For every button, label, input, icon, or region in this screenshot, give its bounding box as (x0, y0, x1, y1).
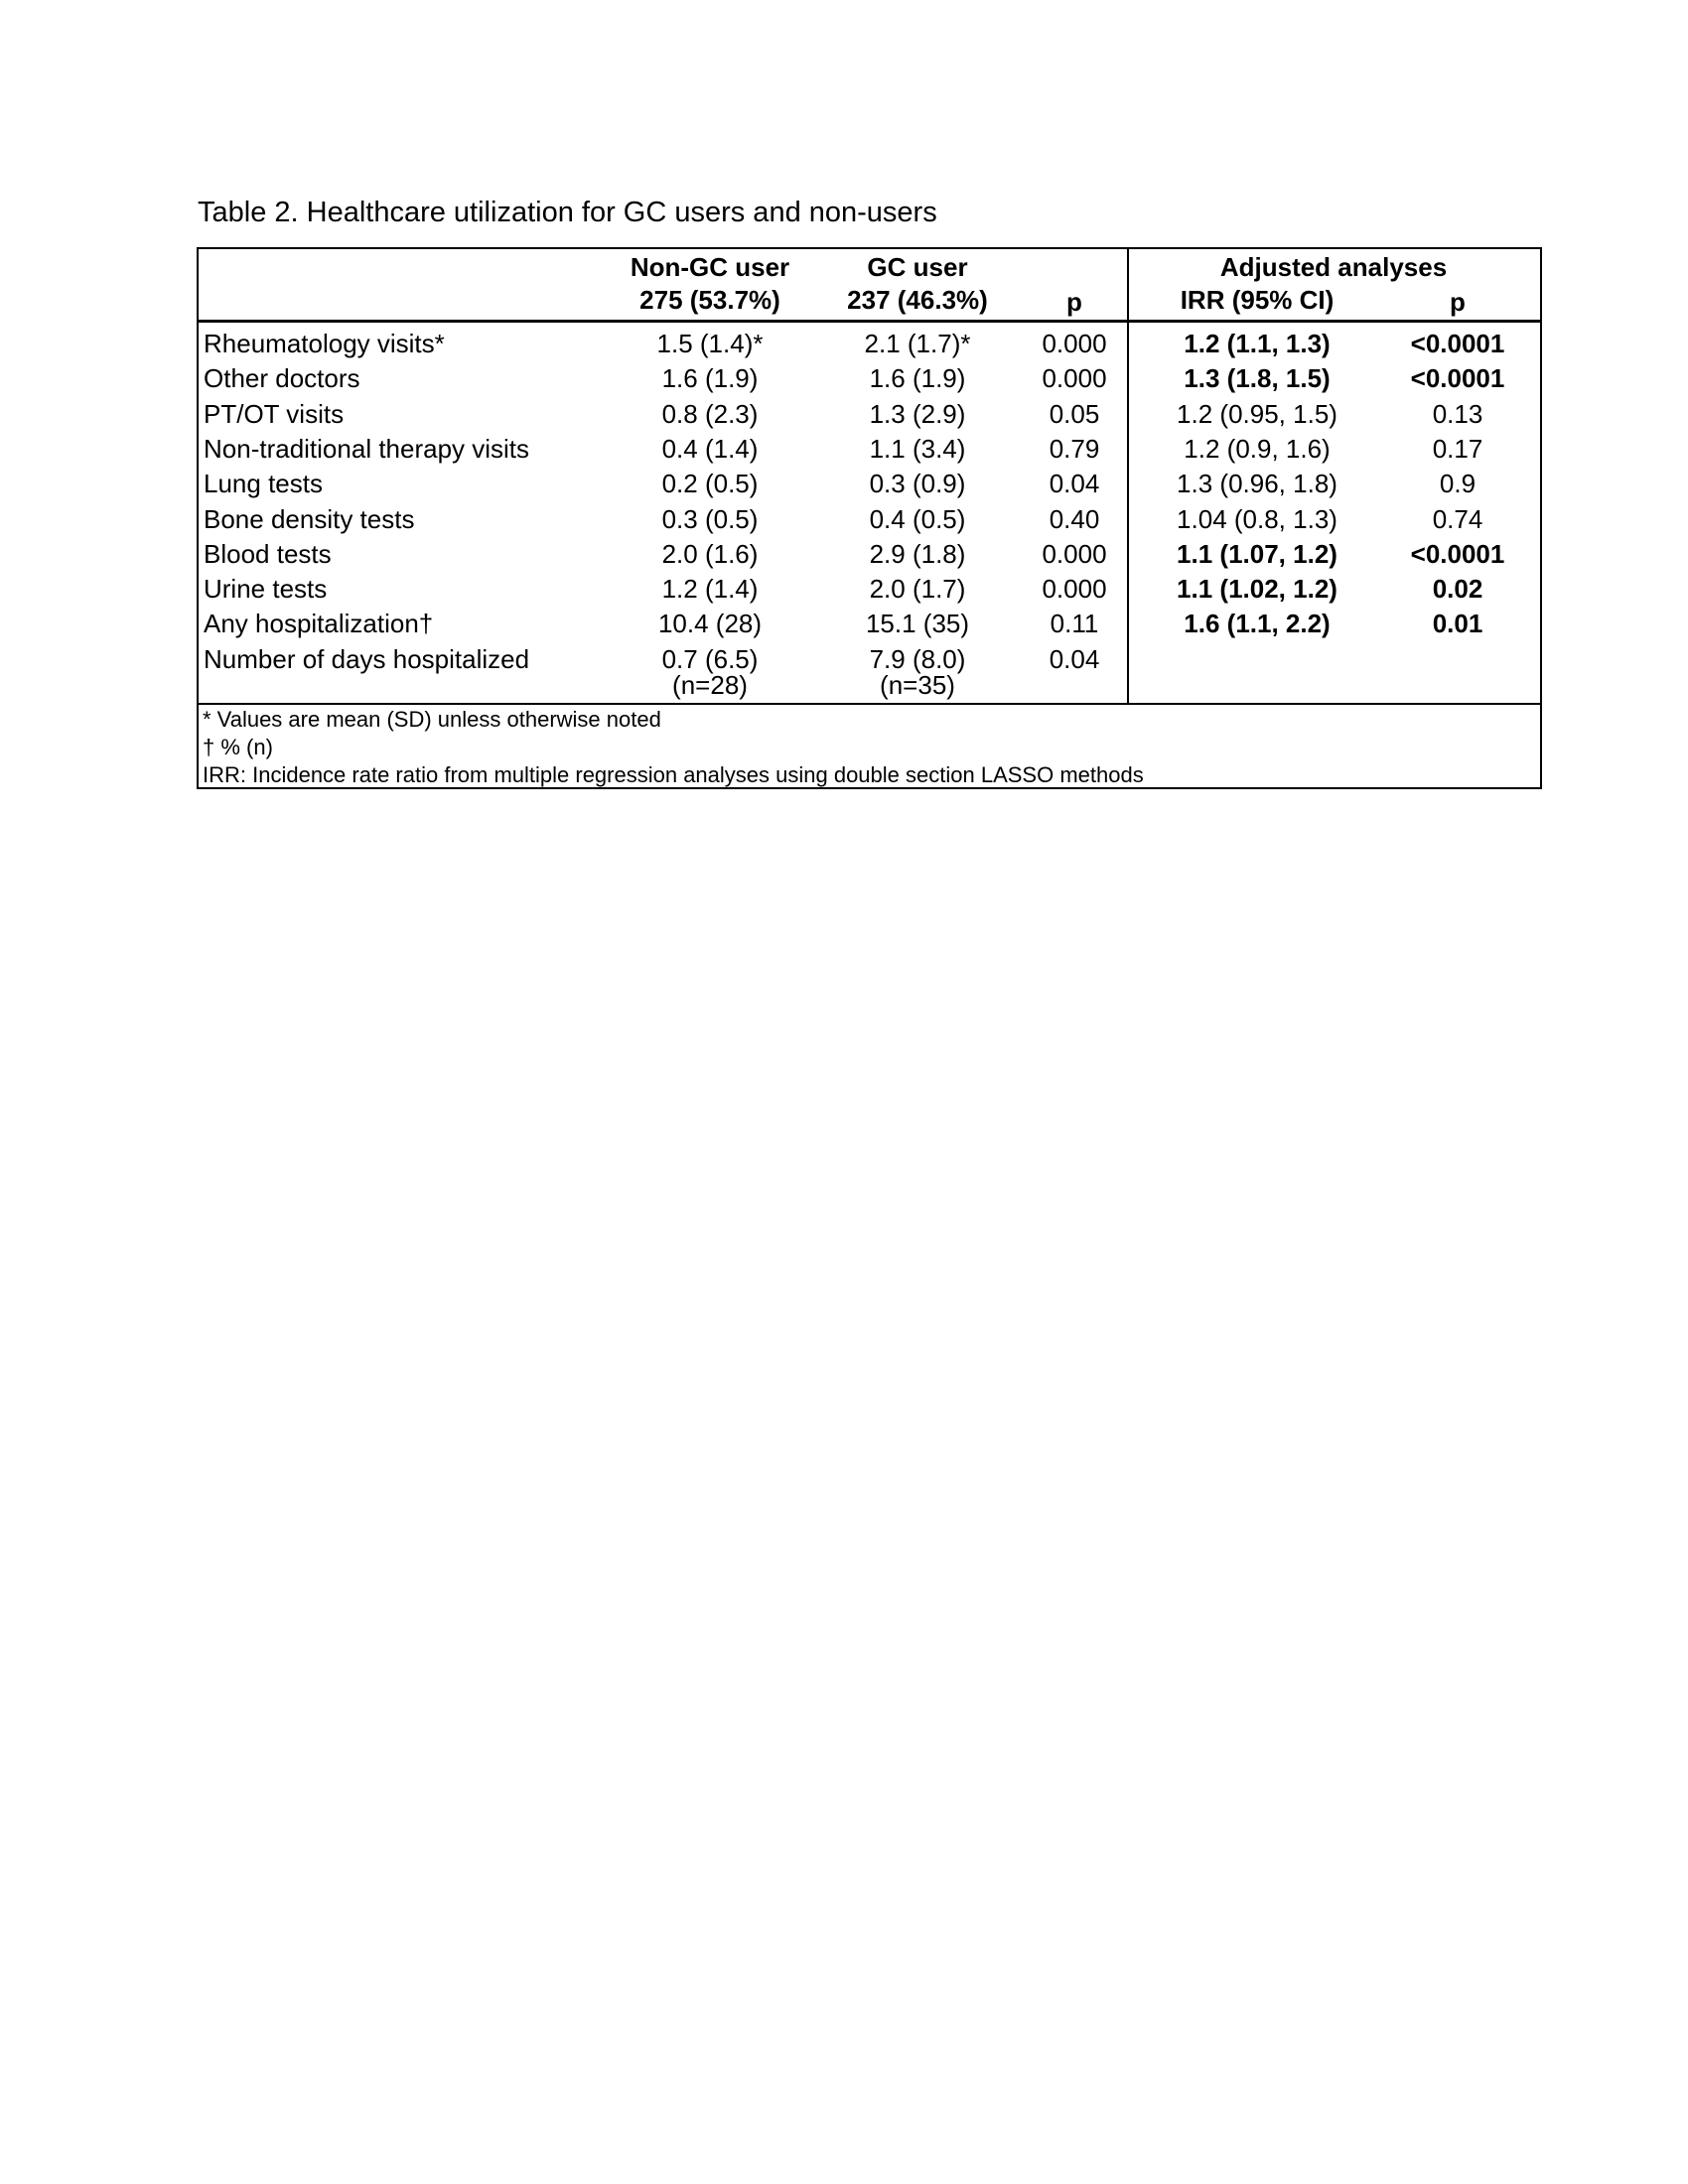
adjusted-divider (1127, 249, 1129, 703)
footnote-rule (199, 703, 1540, 705)
cell-gc: 7.9 (8.0) (869, 644, 966, 674)
cell-non-gc: 1.6 (1.9) (661, 363, 759, 393)
cell-gc: 2.9 (1.8) (869, 539, 966, 569)
cell-irr: 1.04 (0.8, 1.3) (1177, 504, 1337, 534)
cell-p: 0.04 (1049, 644, 1100, 674)
header-irr: IRR (95% CI) (1180, 285, 1335, 315)
cell-non-gc: 0.7 (6.5) (661, 644, 759, 674)
cell-p: 0.000 (1042, 329, 1107, 358)
footnote: IRR: Incidence rate ratio from multiple regression analyses using double section LASSO methods (203, 762, 1144, 787)
non-gc-n-note: (n=28) (672, 670, 748, 700)
cell-adj-p: <0.0001 (1410, 363, 1505, 393)
cell-p: 0.000 (1042, 363, 1107, 393)
cell-adj-p: 0.9 (1439, 469, 1477, 498)
cell-p: 0.40 (1049, 504, 1100, 534)
header-non-gc: Non-GC user (630, 252, 790, 282)
cell-non-gc: 1.5 (1.4)* (656, 329, 764, 358)
cell-irr: 1.1 (1.02, 1.2) (1177, 574, 1337, 604)
cell-adj-p: 0.17 (1432, 434, 1483, 464)
cell-p: 0.05 (1049, 399, 1100, 429)
cell-p: 0.79 (1049, 434, 1100, 464)
cell-p: 0.11 (1050, 609, 1099, 638)
header-p: p (1066, 287, 1082, 317)
cell-non-gc: 0.3 (0.5) (661, 504, 759, 534)
row-label: PT/OT visits (204, 399, 345, 429)
gc-n-note: (n=35) (880, 670, 955, 700)
row-label: Urine tests (204, 574, 328, 604)
row-label: Number of days hospitalized (204, 644, 530, 674)
cell-adj-p: 0.13 (1432, 399, 1483, 429)
cell-gc: 1.6 (1.9) (869, 363, 966, 393)
cell-non-gc: 10.4 (28) (657, 609, 763, 638)
cell-gc: 2.0 (1.7) (869, 574, 966, 604)
header-adj-p: p (1450, 287, 1466, 317)
cell-adj-p: <0.0001 (1410, 539, 1505, 569)
cell-gc: 1.1 (3.4) (869, 434, 966, 464)
cell-non-gc: 1.2 (1.4) (661, 574, 759, 604)
utilization-table (197, 247, 1542, 789)
cell-gc: 1.3 (2.9) (869, 399, 966, 429)
cell-irr: 1.3 (0.96, 1.8) (1177, 469, 1337, 498)
cell-adj-p: 0.01 (1432, 609, 1483, 638)
cell-adj-p: <0.0001 (1410, 329, 1505, 358)
cell-adj-p: 0.74 (1432, 504, 1483, 534)
header-rule (199, 320, 1540, 323)
row-label: Any hospitalization† (204, 609, 434, 638)
cell-non-gc: 0.8 (2.3) (661, 399, 759, 429)
cell-gc: 0.4 (0.5) (869, 504, 966, 534)
header-gc-n: 237 (46.3%) (847, 285, 988, 315)
row-label: Blood tests (204, 539, 332, 569)
header-gc: GC user (867, 252, 968, 282)
header-non-gc-n: 275 (53.7%) (639, 285, 780, 315)
header-adjusted: Adjusted analyses (1219, 252, 1448, 282)
cell-gc: 0.3 (0.9) (869, 469, 966, 498)
cell-gc: 15.1 (35) (865, 609, 970, 638)
cell-adj-p: 0.02 (1432, 574, 1483, 604)
cell-non-gc: 2.0 (1.6) (661, 539, 759, 569)
cell-non-gc: 0.2 (0.5) (661, 469, 759, 498)
cell-irr: 1.2 (1.1, 1.3) (1184, 329, 1331, 358)
row-label: Bone density tests (204, 504, 415, 534)
row-label: Other doctors (204, 363, 360, 393)
cell-irr: 1.2 (0.9, 1.6) (1184, 434, 1331, 464)
cell-irr: 1.1 (1.07, 1.2) (1177, 539, 1337, 569)
footnote: * Values are mean (SD) unless otherwise noted (203, 707, 661, 732)
cell-irr: 1.2 (0.95, 1.5) (1177, 399, 1337, 429)
table-caption: Table 2. Healthcare utilization for GC users and non-users (198, 197, 937, 228)
cell-p: 0.000 (1042, 574, 1107, 604)
cell-non-gc: 0.4 (1.4) (661, 434, 759, 464)
footnote: † % (n) (203, 735, 273, 759)
cell-p: 0.000 (1042, 539, 1107, 569)
row-label: Rheumatology visits* (204, 329, 445, 358)
cell-irr: 1.6 (1.1, 2.2) (1184, 609, 1331, 638)
cell-p: 0.04 (1049, 469, 1100, 498)
cell-irr: 1.3 (1.8, 1.5) (1184, 363, 1331, 393)
cell-gc: 2.1 (1.7)* (864, 329, 971, 358)
row-label: Lung tests (204, 469, 323, 498)
row-label: Non-traditional therapy visits (204, 434, 530, 464)
